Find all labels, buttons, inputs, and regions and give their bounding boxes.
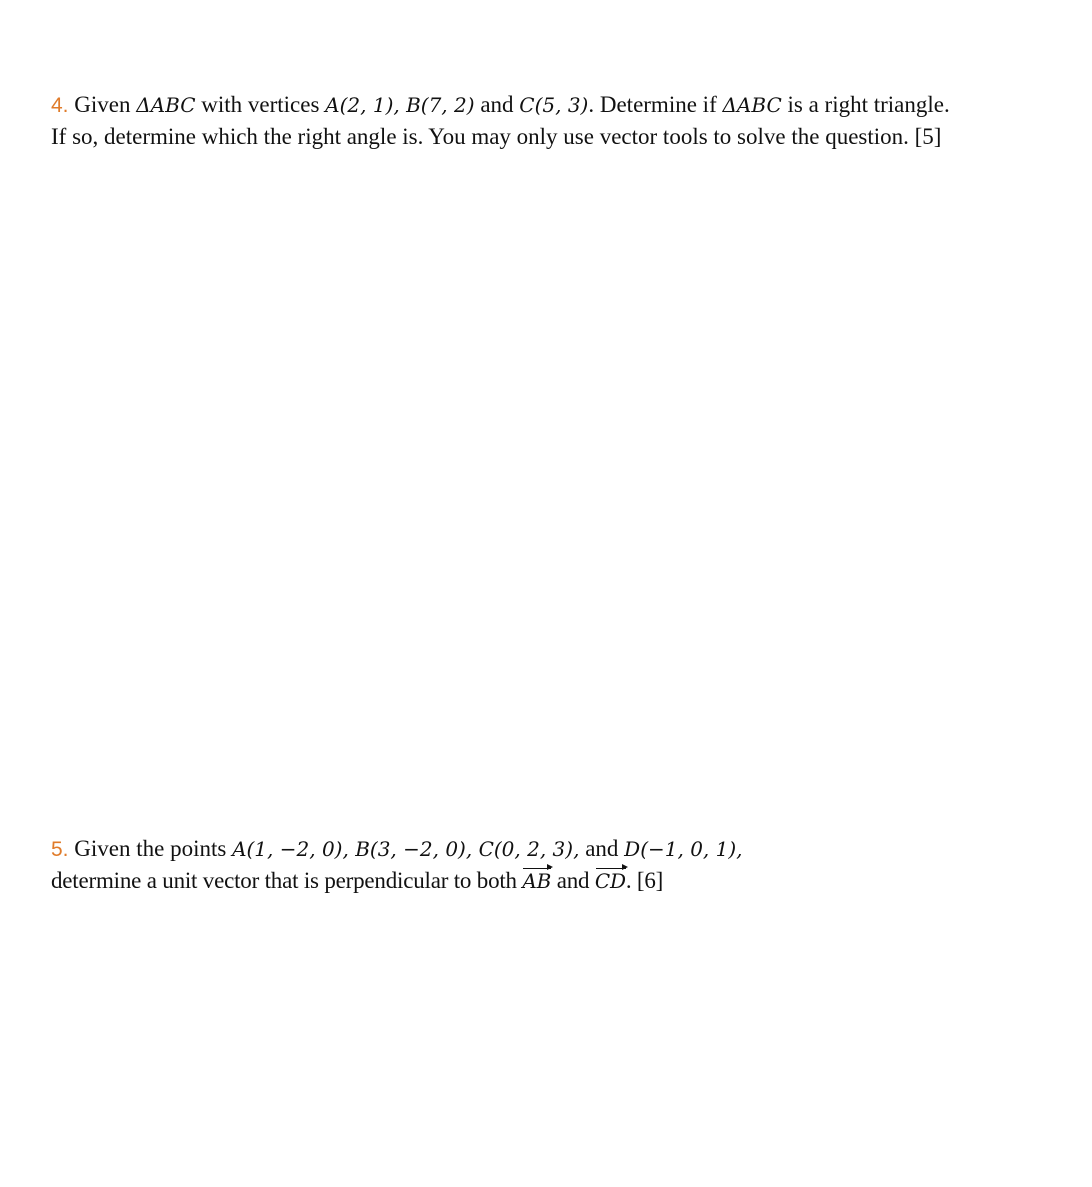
math: C(5, 3) bbox=[519, 93, 589, 117]
question-4-line-1 bbox=[51, 89, 950, 121]
math: A(2, 1), B(7, 2) bbox=[325, 93, 475, 117]
text: Given bbox=[68, 92, 137, 117]
math: D(−1, 0, 1), bbox=[624, 837, 743, 861]
text: determine a unit vector that is perpendicular to both bbox=[51, 868, 523, 893]
text: is a right triangle. bbox=[781, 92, 950, 117]
math: A(1, −2, 0), B(3, −2, 0), C(0, 2, 3), bbox=[232, 837, 580, 861]
text: . [6] bbox=[625, 868, 664, 893]
question-5 bbox=[51, 833, 743, 897]
text: and bbox=[551, 868, 595, 893]
question-number: 5. bbox=[51, 838, 69, 861]
question-5-line-1 bbox=[51, 833, 743, 865]
text: with vertices bbox=[195, 92, 326, 117]
question-number: 4. bbox=[51, 94, 69, 117]
text: Given the points bbox=[68, 836, 233, 861]
text: . Determine if bbox=[588, 92, 723, 117]
question-4-line-2: If so, determine which the right angle is. You may only use vector tools to solve the question. [5] bbox=[51, 124, 942, 149]
math: ΔABC bbox=[722, 93, 782, 117]
math: ΔABC bbox=[136, 93, 196, 117]
vector-ab: AB bbox=[522, 866, 551, 897]
text: and bbox=[579, 836, 625, 861]
vector-cd: CD bbox=[595, 866, 626, 897]
text: and bbox=[474, 92, 520, 117]
question-4 bbox=[51, 89, 950, 152]
question-5-line-2 bbox=[51, 865, 743, 897]
